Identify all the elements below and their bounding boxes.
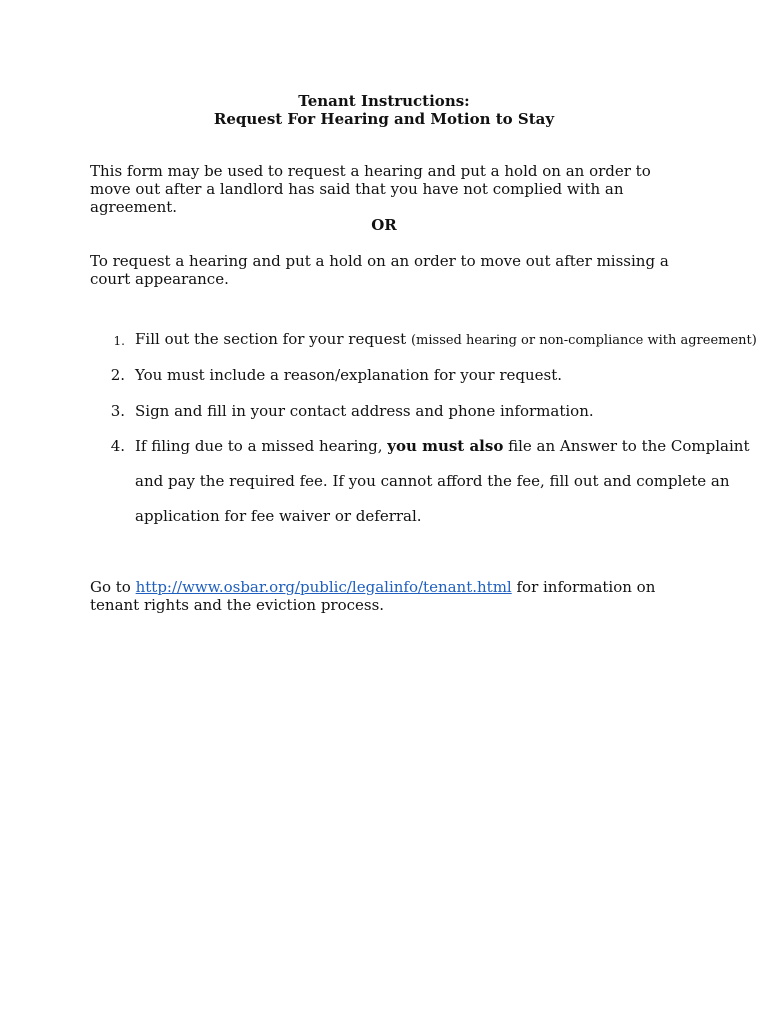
intro-paragraph-2: To request a hearing and put a hold on an order to move out after missing a court appearance. — [90, 252, 669, 288]
footer-paragraph — [90, 578, 690, 614]
step-4-text — [135, 437, 750, 542]
step-4-bold-text: you must also — [387, 437, 504, 455]
step-1-note: (missed hearing or non-compliance with agreement) — [410, 333, 757, 348]
document-title — [0, 92, 768, 128]
step-4-text-end: file an Answer to the Complaint — [503, 437, 750, 455]
intro-paragraph-1: This form may be used to request a hearing and put a hold on an order to move out after a landlord has said that you have not complied with an agreement. — [90, 162, 651, 216]
step-4-line-3: application for fee waiver or deferral. — [135, 507, 422, 525]
step-3-text: Sign and fill in your contact address and phone information. — [135, 402, 594, 420]
step-1-number: 1. — [113, 334, 125, 348]
step-1-text — [135, 330, 757, 348]
step-4-line-2: and pay the required fee. If you cannot afford the fee, fill out and complete an — [135, 472, 730, 490]
step-2-number: 2. — [110, 366, 125, 384]
step-4-number: 4. — [110, 437, 125, 455]
step-4-text-start: If filing due to a missed hearing, — [135, 437, 388, 455]
osbar-tenant-link[interactable]: http://www.osbar.org/public/legalinfo/tenant.html — [135, 578, 512, 596]
step-2-text: You must include a reason/explanation for your request. — [135, 366, 563, 384]
footer-suffix: for information on tenant rights and the eviction process. — [90, 578, 656, 614]
or-separator: OR — [371, 216, 397, 234]
step-4-line-1 — [135, 437, 750, 472]
footer-prefix: Go to — [90, 578, 136, 596]
title-line-1: Tenant Instructions: — [298, 92, 470, 110]
title-line-2: Request For Hearing and Motion to Stay — [213, 110, 555, 128]
step-3-number: 3. — [110, 402, 125, 420]
step-1-main-text: Fill out the section for your request — [135, 330, 407, 348]
